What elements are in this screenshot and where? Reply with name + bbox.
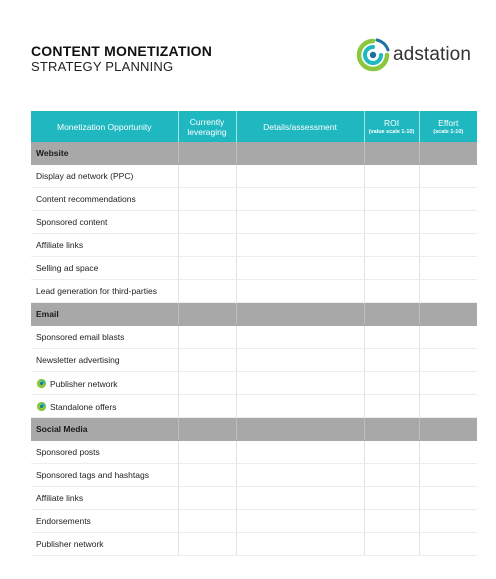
opportunity-cell [31, 257, 178, 280]
details-cell[interactable] [236, 533, 364, 556]
details-cell[interactable] [236, 165, 364, 188]
row-label-text: Publisher network [36, 539, 104, 549]
adstation-logo-icon [36, 378, 47, 389]
effort-cell [419, 418, 477, 441]
roi-cell[interactable] [364, 533, 419, 556]
row-label-text: Selling ad space [36, 263, 99, 273]
opportunity-label [31, 240, 178, 250]
details-cell[interactable] [236, 188, 364, 211]
table-header-row [31, 111, 477, 142]
monetization-table [31, 111, 477, 556]
opportunity-cell [31, 326, 178, 349]
row-label-text: Sponsored content [36, 217, 108, 227]
opportunity-cell [31, 188, 178, 211]
details-cell[interactable] [236, 326, 364, 349]
effort-cell[interactable] [419, 441, 477, 464]
roi-cell[interactable] [364, 510, 419, 533]
effort-cell [419, 303, 477, 326]
effort-cell[interactable] [419, 372, 477, 395]
effort-cell[interactable] [419, 395, 477, 418]
opportunity-label [31, 286, 178, 296]
roi-cell [364, 142, 419, 165]
opportunity-label [31, 194, 178, 204]
opportunity-label [31, 493, 178, 503]
leveraging-cell[interactable] [178, 165, 236, 188]
details-cell [236, 303, 364, 326]
effort-cell[interactable] [419, 487, 477, 510]
row-label-text: Sponsored email blasts [36, 332, 125, 342]
column-header-effort: Effort (scale 1-10) [419, 111, 477, 142]
row-label-text: Affiliate links [36, 240, 84, 250]
row-label-text: Standalone offers [50, 401, 117, 412]
document-subtitle: STRATEGY PLANNING [31, 59, 174, 74]
opportunity-label [31, 401, 178, 412]
roi-cell[interactable] [364, 349, 419, 372]
opportunity-cell [31, 280, 178, 303]
section-label [31, 424, 178, 434]
details-cell[interactable] [236, 280, 364, 303]
leveraging-cell[interactable] [178, 257, 236, 280]
opportunity-cell [31, 303, 178, 326]
table-row [31, 280, 477, 303]
effort-cell[interactable] [419, 211, 477, 234]
column-header-opportunity: Monetization Opportunity [31, 111, 178, 142]
row-label-text: Email [36, 309, 59, 319]
opportunity-label [31, 539, 178, 549]
opportunity-label [31, 332, 178, 342]
row-label-text: Content recommendations [36, 194, 136, 204]
table-row [31, 165, 477, 188]
opportunity-cell [31, 441, 178, 464]
table-row [31, 257, 477, 280]
opportunity-cell [31, 487, 178, 510]
opportunity-cell [31, 165, 178, 188]
column-header-leveraging: Currently leveraging [178, 111, 236, 142]
details-cell[interactable] [236, 211, 364, 234]
effort-cell[interactable] [419, 349, 477, 372]
opportunity-cell [31, 234, 178, 257]
roi-cell[interactable] [364, 280, 419, 303]
details-cell [236, 418, 364, 441]
effort-cell[interactable] [419, 257, 477, 280]
leveraging-cell[interactable] [178, 487, 236, 510]
table-row [31, 211, 477, 234]
adstation-logo-icon [36, 401, 47, 412]
opportunity-label [31, 516, 178, 526]
table-section-row [31, 142, 477, 165]
opportunity-label [31, 470, 178, 480]
effort-cell[interactable] [419, 165, 477, 188]
leveraging-cell [178, 303, 236, 326]
opportunity-label [31, 263, 178, 273]
leveraging-cell[interactable] [178, 188, 236, 211]
row-label-text: Publisher network [50, 378, 118, 389]
row-label-text: Newsletter advertising [36, 355, 120, 365]
opportunity-cell [31, 349, 178, 372]
column-header-roi: ROI (value scale 1-10) [364, 111, 419, 142]
details-cell[interactable] [236, 372, 364, 395]
leveraging-cell[interactable] [178, 510, 236, 533]
row-label-text: Display ad network (PPC) [36, 171, 134, 181]
row-label-text: Website [36, 148, 69, 158]
details-cell[interactable] [236, 257, 364, 280]
table-row [31, 464, 477, 487]
effort-cell [419, 142, 477, 165]
row-label-text: Sponsored posts [36, 447, 100, 457]
opportunity-cell [31, 510, 178, 533]
opportunity-label [31, 217, 178, 227]
leveraging-cell [178, 418, 236, 441]
row-label-text: Endorsements [36, 516, 91, 526]
roi-cell[interactable] [364, 211, 419, 234]
leveraging-cell[interactable] [178, 280, 236, 303]
opportunity-cell [31, 395, 178, 418]
leveraging-cell[interactable] [178, 533, 236, 556]
logo-wordmark: adstation [393, 44, 472, 65]
details-cell[interactable] [236, 510, 364, 533]
roi-cell[interactable] [364, 441, 419, 464]
document-title-block [31, 43, 212, 74]
details-cell[interactable] [236, 487, 364, 510]
effort-cell[interactable] [419, 280, 477, 303]
table-row [31, 372, 477, 395]
opportunity-cell [31, 418, 178, 441]
table-section-row [31, 418, 477, 441]
section-label [31, 148, 178, 158]
document-title: CONTENT MONETIZATION [31, 43, 213, 59]
table-row [31, 326, 477, 349]
table-row [31, 395, 477, 418]
table-row [31, 510, 477, 533]
leveraging-cell[interactable] [178, 395, 236, 418]
opportunity-label [31, 171, 178, 181]
table-row [31, 349, 477, 372]
row-label-text: Sponsored tags and hashtags [36, 470, 149, 480]
details-cell [236, 142, 364, 165]
column-header-details: Details/assessment [236, 111, 364, 142]
details-cell[interactable] [236, 234, 364, 257]
details-cell[interactable] [236, 395, 364, 418]
roi-cell[interactable] [364, 326, 419, 349]
leveraging-cell[interactable] [178, 234, 236, 257]
roi-cell[interactable] [364, 234, 419, 257]
leveraging-cell[interactable] [178, 326, 236, 349]
leveraging-cell[interactable] [178, 464, 236, 487]
brand-logo [356, 37, 471, 73]
roi-cell[interactable] [364, 464, 419, 487]
details-cell[interactable] [236, 441, 364, 464]
roi-cell[interactable] [364, 372, 419, 395]
table-row [31, 533, 477, 556]
leveraging-cell[interactable] [178, 372, 236, 395]
details-cell[interactable] [236, 349, 364, 372]
roi-cell[interactable] [364, 165, 419, 188]
adstation-logo-icon [356, 37, 390, 73]
row-label-text: Affiliate links [36, 493, 84, 503]
row-label-text: Social Media [36, 424, 88, 434]
opportunity-cell [31, 533, 178, 556]
roi-cell [364, 418, 419, 441]
effort-cell[interactable] [419, 234, 477, 257]
effort-cell[interactable] [419, 510, 477, 533]
effort-cell[interactable] [419, 188, 477, 211]
opportunity-cell [31, 372, 178, 395]
effort-cell[interactable] [419, 533, 477, 556]
opportunity-cell [31, 142, 178, 165]
table-row [31, 487, 477, 510]
table-row [31, 234, 477, 257]
leveraging-cell [178, 142, 236, 165]
table-row [31, 188, 477, 211]
opportunity-cell [31, 464, 178, 487]
roi-cell[interactable] [364, 188, 419, 211]
opportunity-label [31, 378, 178, 389]
row-label-text: Lead generation for third-parties [36, 286, 157, 296]
roi-cell[interactable] [364, 257, 419, 280]
opportunity-label [31, 447, 178, 457]
effort-cell[interactable] [419, 464, 477, 487]
roi-cell[interactable] [364, 487, 419, 510]
opportunity-cell [31, 211, 178, 234]
section-label [31, 309, 178, 319]
leveraging-cell[interactable] [178, 349, 236, 372]
table-section-row [31, 303, 477, 326]
leveraging-cell[interactable] [178, 211, 236, 234]
roi-cell[interactable] [364, 395, 419, 418]
opportunity-label [31, 355, 178, 365]
leveraging-cell[interactable] [178, 441, 236, 464]
roi-cell [364, 303, 419, 326]
table-row [31, 441, 477, 464]
effort-cell[interactable] [419, 326, 477, 349]
details-cell[interactable] [236, 464, 364, 487]
